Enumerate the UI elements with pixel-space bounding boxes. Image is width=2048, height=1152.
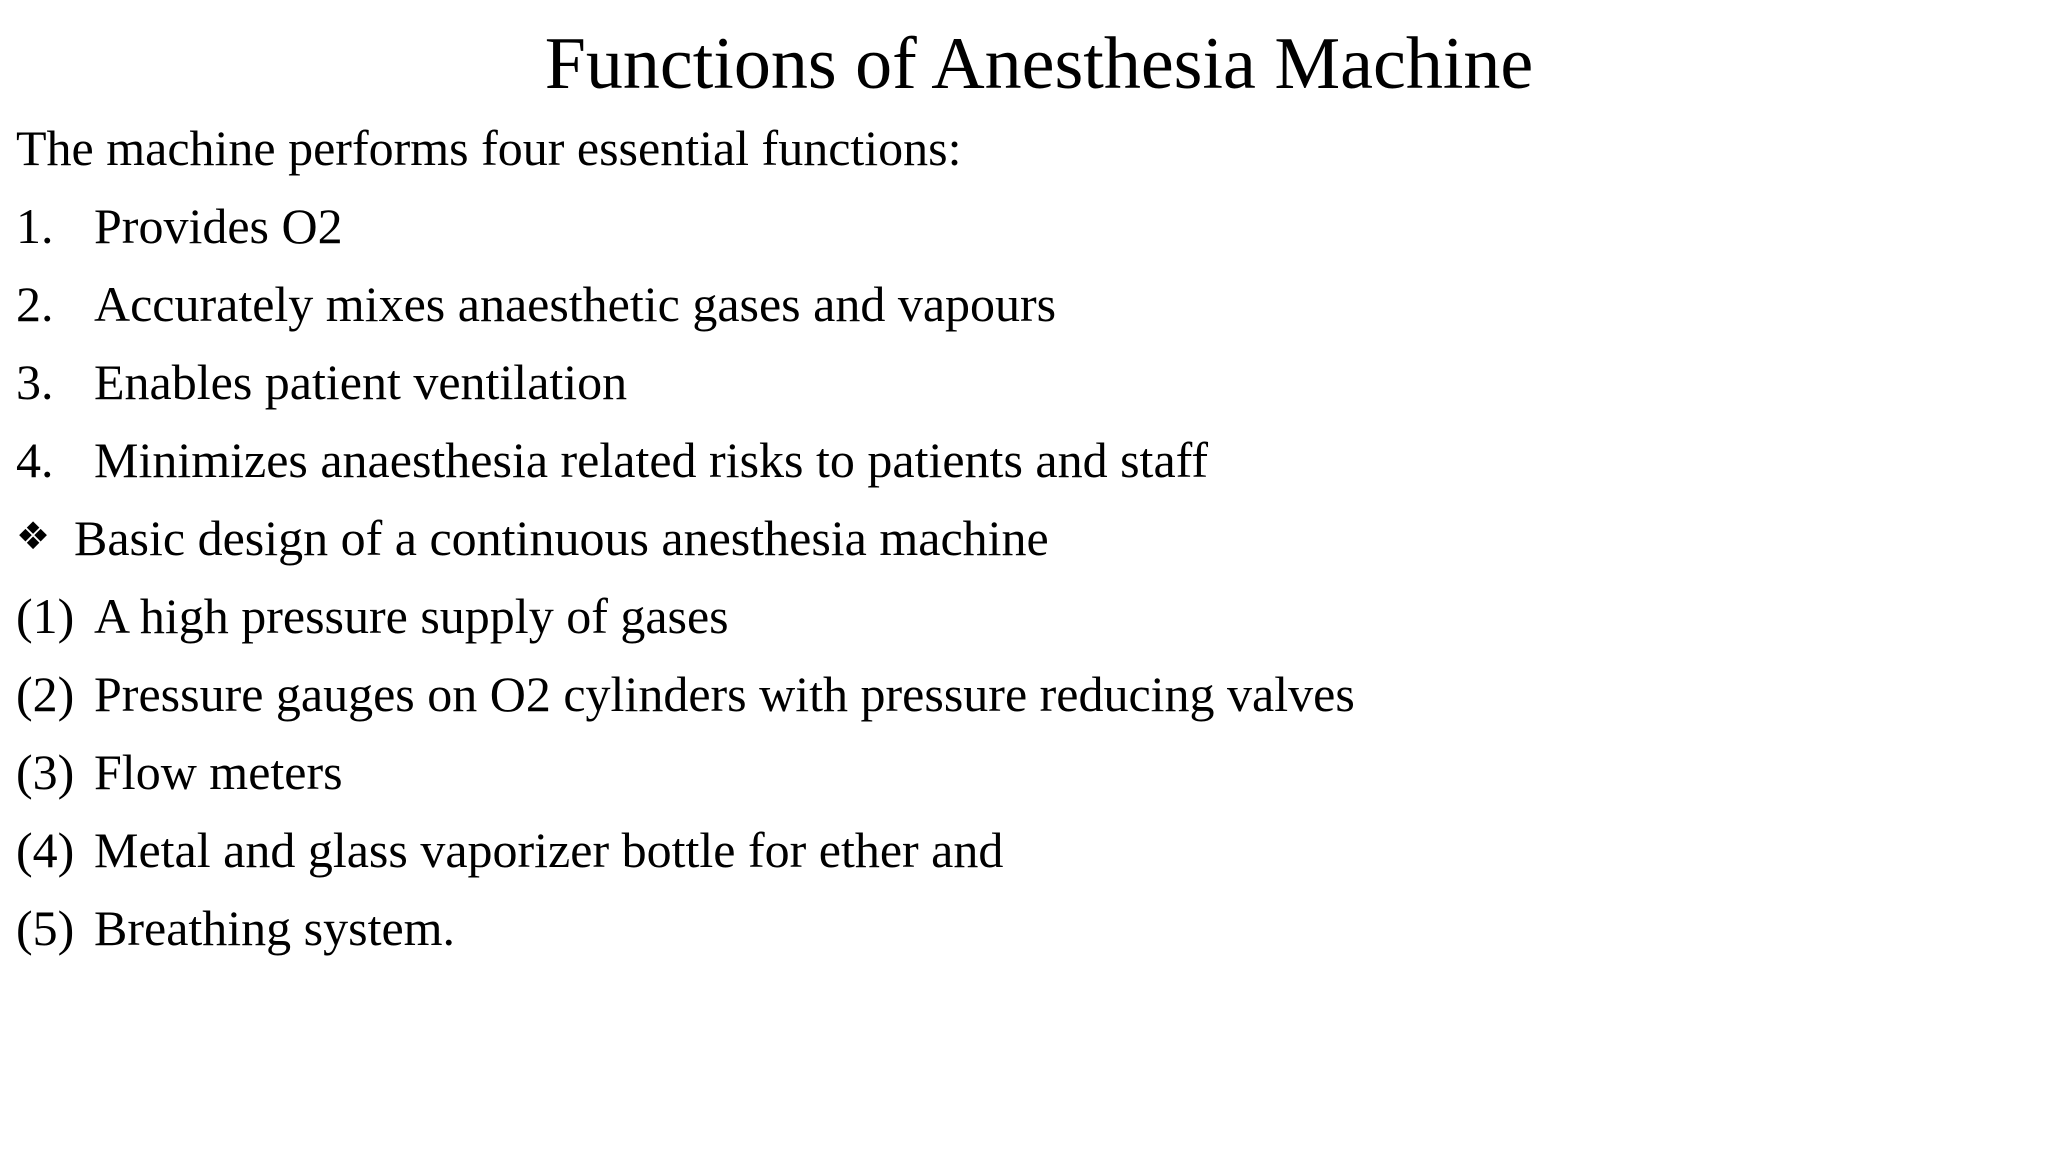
design-item-text: Breathing system. (94, 900, 456, 956)
list-number: 4. (16, 432, 54, 488)
list-number: 2. (16, 276, 54, 332)
function-text: Accurately mixes anaesthetic gases and vapours (94, 276, 1057, 332)
list-number: 1. (16, 198, 54, 254)
function-text: Minimizes anaesthesia related risks to patients and staff (94, 432, 1209, 488)
list-number: (1) (16, 588, 75, 644)
diamond-bullet-icon: ❖ (16, 514, 51, 558)
design-item-text: Metal and glass vaporizer bottle for ether and (94, 822, 1004, 878)
list-number: (4) (16, 822, 75, 878)
design-item-text: Pressure gauges on O2 cylinders with pressure reducing valves (94, 666, 1355, 722)
intro-text: The machine performs four essential functions: (16, 120, 962, 176)
slide-title: Functions of Anesthesia Machine (544, 23, 1534, 105)
design-item-text: A high pressure supply of gases (94, 588, 729, 644)
list-number: (5) (16, 900, 75, 956)
function-text: Enables patient ventilation (94, 354, 628, 410)
design-item-text: Flow meters (94, 744, 343, 800)
design-heading-text: Basic design of a continuous anesthesia machine (74, 510, 1049, 566)
function-text: Provides O2 (94, 198, 343, 254)
list-number: (3) (16, 744, 75, 800)
list-number: (2) (16, 666, 75, 722)
list-number: 3. (16, 354, 54, 410)
